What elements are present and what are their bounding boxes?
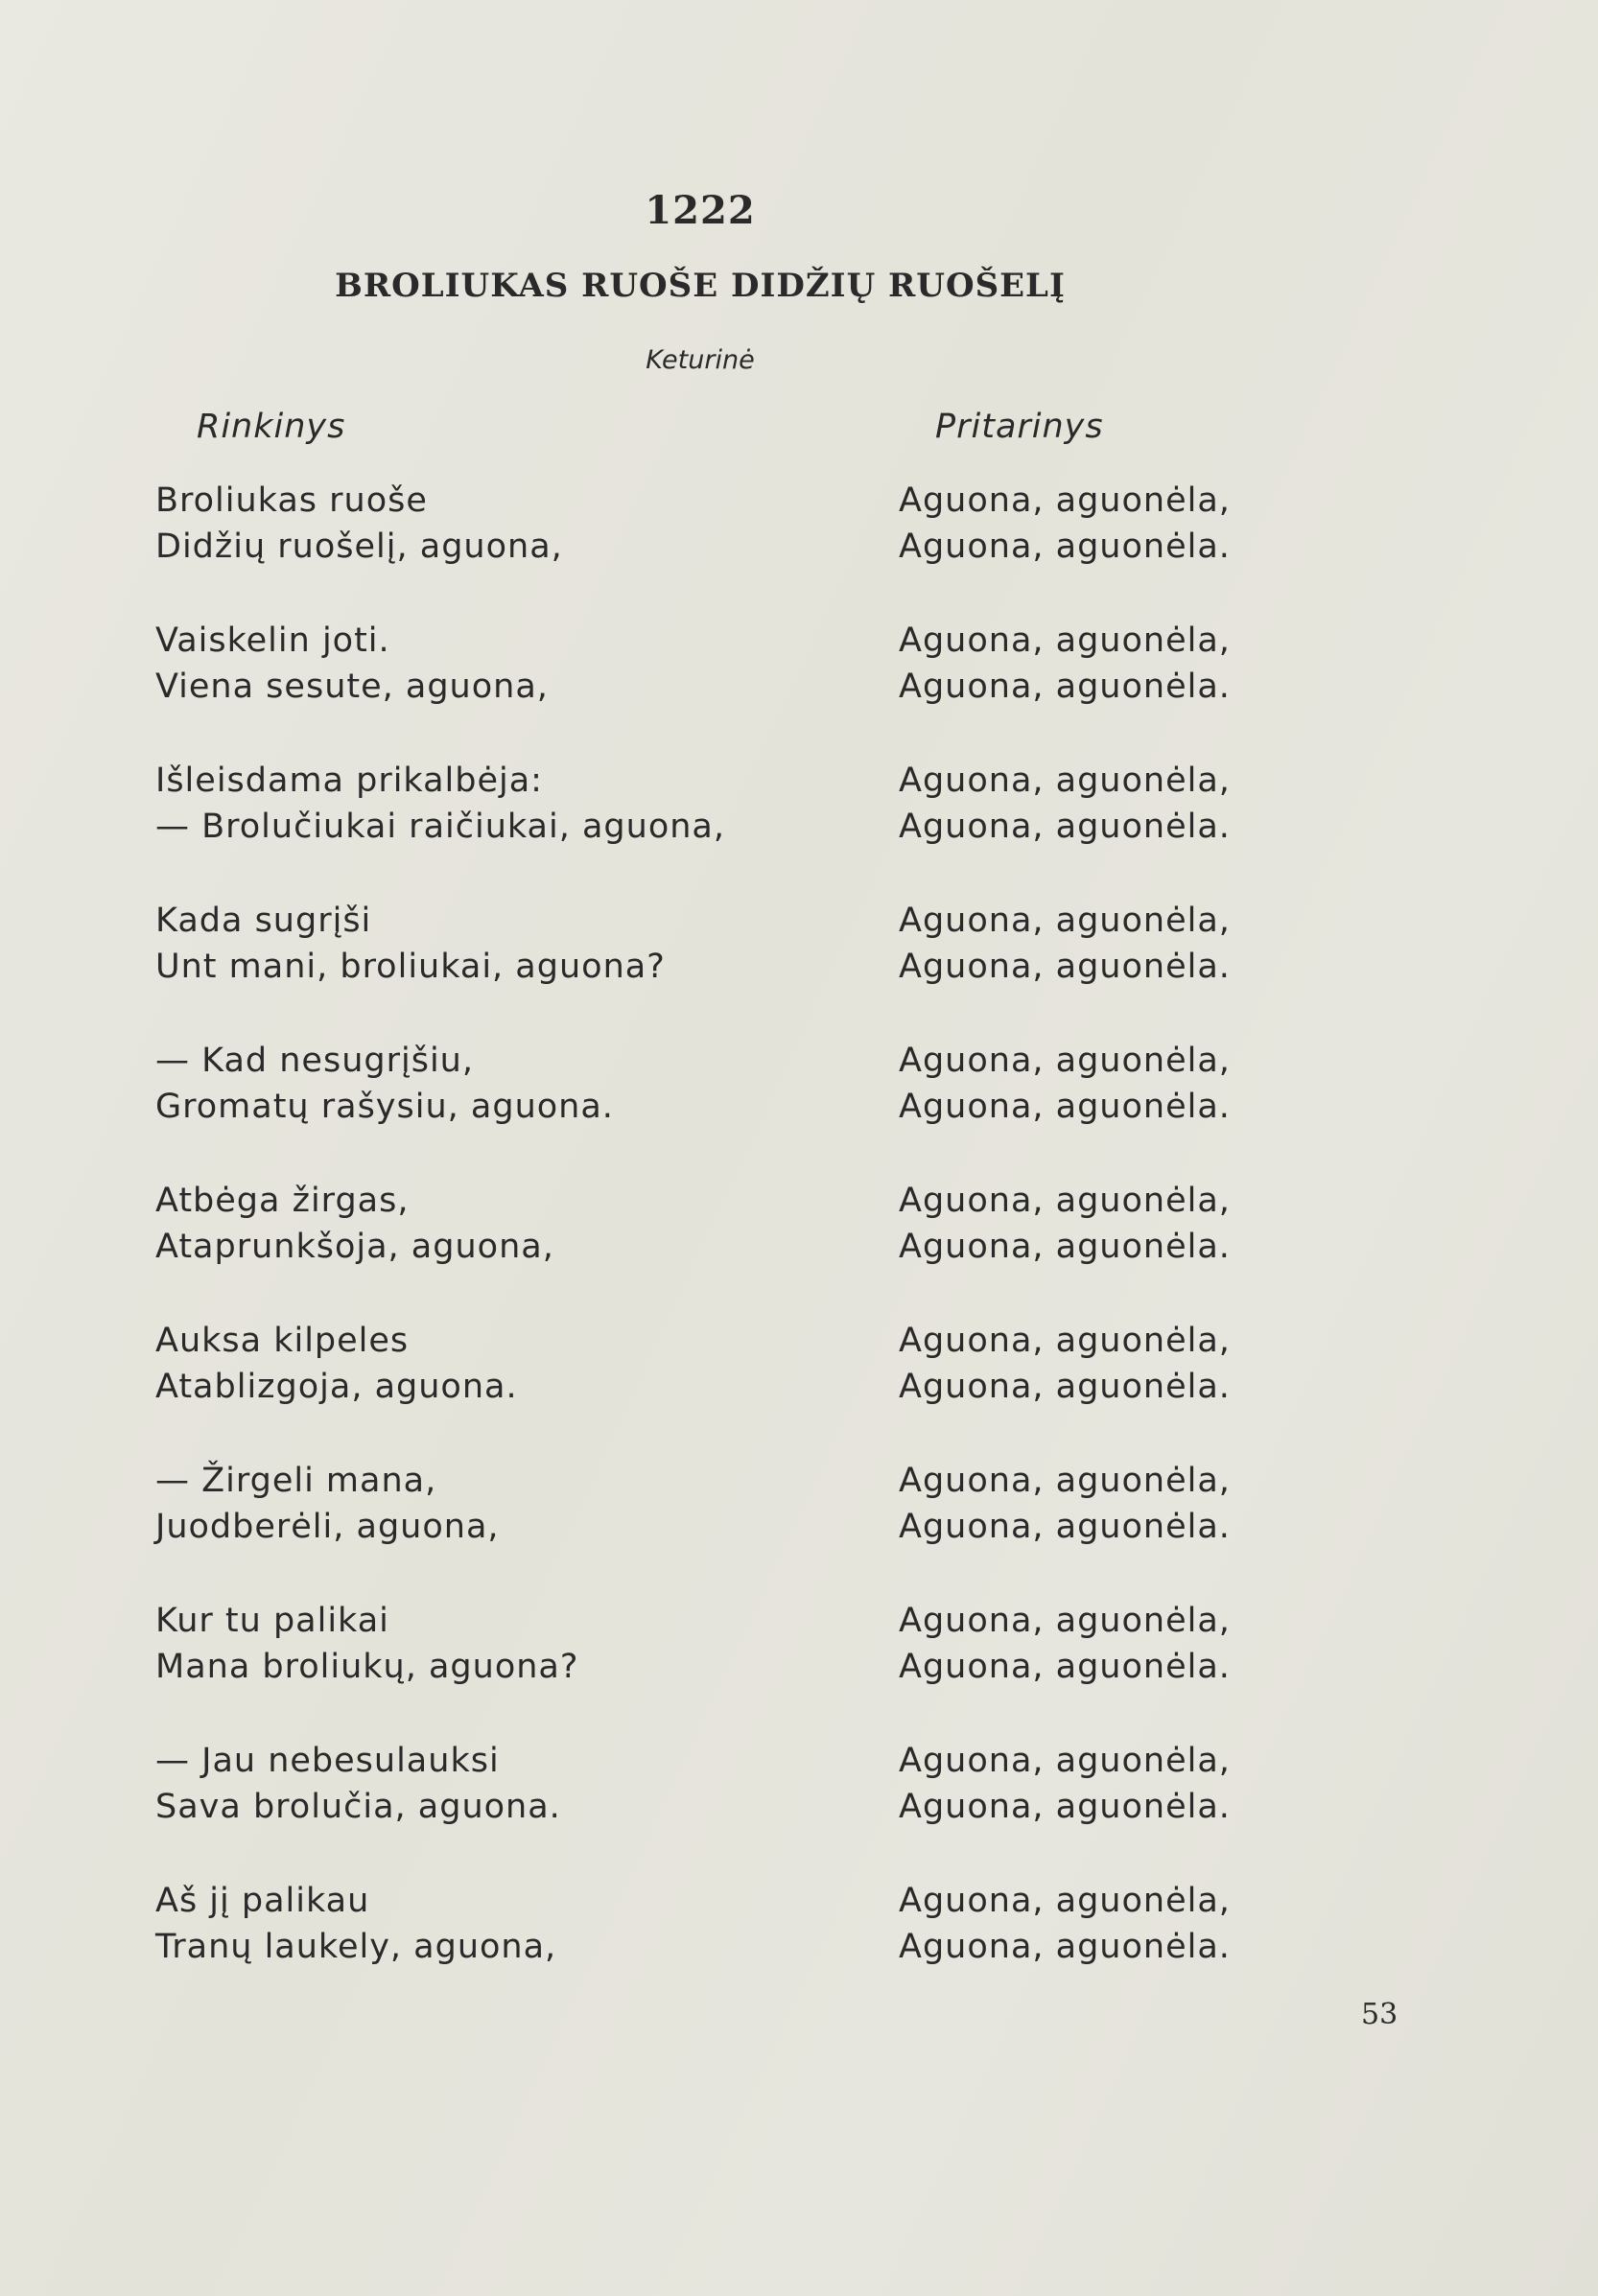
stanza: [155, 1178, 1306, 1318]
verse-line: Unt mani, broliukai, aguona?: [155, 948, 666, 986]
refrain-line: Aguona, aguonėla.: [899, 668, 1231, 706]
verse-line: — Brolučiukai raičiukai, aguona,: [155, 808, 725, 846]
refrain-line: Aguona, aguonėla.: [899, 808, 1231, 846]
stanza: [155, 1318, 1306, 1458]
stanza: [155, 478, 1306, 618]
stanza-refrain: [899, 1738, 1231, 1830]
verse-line: Kada sugrįši: [155, 902, 372, 940]
stanza-refrain: [899, 478, 1231, 570]
refrain-line: Aguona, aguonėla.: [899, 1228, 1231, 1266]
refrain-line: Aguona, aguonėla,: [899, 1602, 1231, 1640]
stanza-verse: [155, 1178, 554, 1270]
verse-line: Aš jį palikau: [155, 1882, 370, 1920]
refrain-line: Aguona, aguonėla,: [899, 1882, 1231, 1920]
refrain-line: Aguona, aguonėla.: [899, 1928, 1231, 1966]
stanza-verse: [155, 1878, 556, 1970]
refrain-line: Aguona, aguonėla,: [899, 1742, 1231, 1780]
refrain-column-heading: Pritarinys: [935, 408, 1104, 446]
verse-line: Auksa kilpeles: [155, 1322, 410, 1360]
refrain-line: Aguona, aguonėla,: [899, 1462, 1231, 1500]
verse-line: Atbėga žirgas,: [155, 1182, 410, 1220]
refrain-line: Aguona, aguonėla.: [899, 1788, 1231, 1826]
stanza-refrain: [899, 758, 1231, 850]
stanza-refrain: [899, 1178, 1231, 1270]
refrain-line: Aguona, aguonėla,: [899, 1182, 1231, 1220]
refrain-line: Aguona, aguonėla,: [899, 1042, 1231, 1080]
stanza: [155, 1038, 1306, 1178]
verse-line: Didžių ruošelį, aguona,: [155, 527, 563, 566]
verse-line: Ataprunkšoja, aguona,: [155, 1228, 554, 1266]
verse-column-heading: Rinkinys: [197, 408, 346, 446]
stanza: [155, 898, 1306, 1038]
refrain-line: Aguona, aguonėla,: [899, 761, 1231, 800]
verse-line: Juodberėli, aguona,: [155, 1508, 500, 1546]
stanza-verse: [155, 898, 666, 990]
refrain-line: Aguona, aguonėla.: [899, 1648, 1231, 1686]
verse-line: Išleisdama prikalbėja:: [155, 761, 543, 800]
stanza: [155, 758, 1306, 898]
stanza-verse: [155, 1458, 500, 1550]
stanza: [155, 1878, 1306, 2018]
stanza-refrain: [899, 1458, 1231, 1550]
stanza: [155, 1738, 1306, 1878]
verse-line: — Žirgeli mana,: [155, 1462, 437, 1500]
stanza-verse: [155, 1318, 518, 1410]
verse-line: Broliukas ruoše: [155, 481, 428, 520]
verse-line: Tranų laukely, aguona,: [155, 1928, 557, 1966]
song-subtitle: Keturinė: [646, 345, 755, 375]
song-number: 1222: [645, 188, 756, 233]
verse-line: Sava brolučia, aguona.: [155, 1788, 561, 1826]
verse-line: Mana broliukų, aguona?: [155, 1648, 579, 1686]
refrain-line: Aguona, aguonėla.: [899, 527, 1231, 566]
verse-line: — Jau nebesulauksi: [155, 1742, 500, 1780]
stanza-list: [155, 478, 1306, 2018]
stanza-verse: [155, 758, 725, 850]
refrain-line: Aguona, aguonėla,: [899, 1322, 1231, 1360]
verse-line: Kur tu palikai: [155, 1602, 389, 1640]
stanza-refrain: [899, 1878, 1231, 1970]
stanza-refrain: [899, 1598, 1231, 1690]
verse-line: Atablizgoja, aguona.: [155, 1368, 518, 1406]
verse-line: Viena sesute, aguona,: [155, 668, 549, 706]
stanza-verse: [155, 1598, 578, 1690]
refrain-line: Aguona, aguonėla,: [899, 621, 1231, 660]
verse-line: Vaiskelin joti.: [155, 621, 390, 660]
stanza-verse: [155, 1738, 561, 1830]
stanza-refrain: [899, 898, 1231, 990]
verse-line: Gromatų rašysiu, aguona.: [155, 1088, 614, 1126]
refrain-line: Aguona, aguonėla,: [899, 481, 1231, 520]
stanza: [155, 1458, 1306, 1598]
stanza-verse: [155, 618, 549, 710]
page-number: 53: [1361, 1998, 1398, 2031]
refrain-line: Aguona, aguonėla,: [899, 902, 1231, 940]
stanza-verse: [155, 478, 563, 570]
stanza: [155, 1598, 1306, 1738]
stanza-verse: [155, 1038, 614, 1130]
song-title: BROLIUKAS RUOŠE DIDŽIŲ RUOŠELĮ: [335, 267, 1066, 305]
refrain-line: Aguona, aguonėla.: [899, 1088, 1231, 1126]
stanza-refrain: [899, 1038, 1231, 1130]
refrain-line: Aguona, aguonėla.: [899, 948, 1231, 986]
refrain-line: Aguona, aguonėla.: [899, 1368, 1231, 1406]
refrain-line: Aguona, aguonėla.: [899, 1508, 1231, 1546]
stanza-refrain: [899, 618, 1231, 710]
stanza: [155, 618, 1306, 758]
stanza-refrain: [899, 1318, 1231, 1410]
verse-line: — Kad nesugrįšiu,: [155, 1042, 474, 1080]
